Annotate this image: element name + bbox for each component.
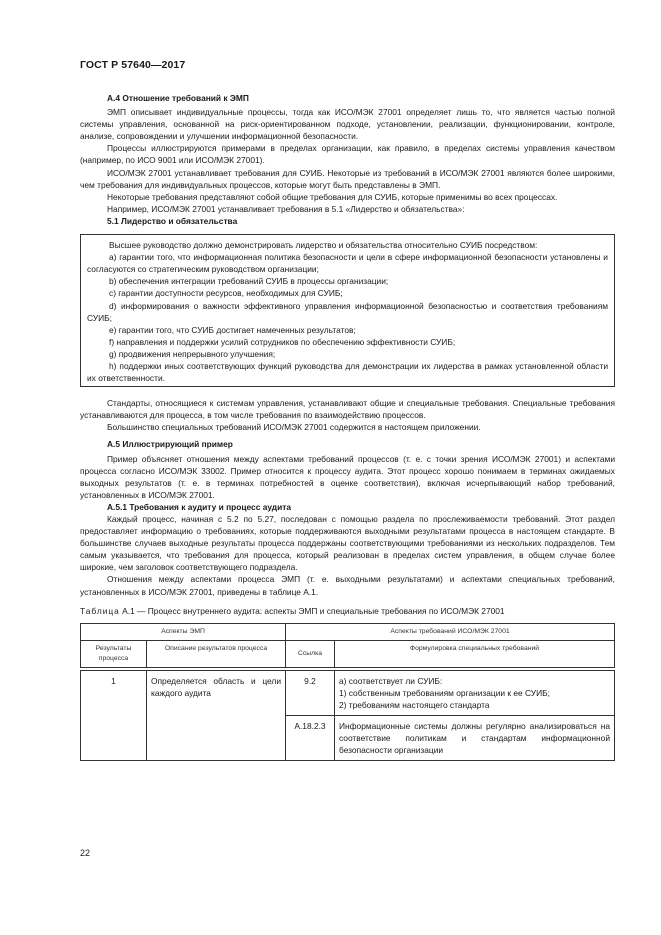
table-header-row	[81, 640, 615, 667]
paragraph: Каждый процесс, начиная с 5.2 по 5.27, последован с помощью раздела по прослеживаемости требований. Этот раздел предоставляет информацию о требованиях, которые поддерживаются выходными результатами процесса в настоящем стандарте. В большинстве случаев выходные результаты процесса поддержаны соответствующими требованиями из нескольких подразделов. Тем самым указывается, что требования для процесса, который реализован в пределах систем управления, в общем случае более широкие, чем заголовок соответствующего подраздела.	[80, 514, 615, 573]
cell-reference: А.18.2.3	[286, 716, 335, 761]
box-item: f) направления и поддержки усилий сотрудников по обеспечению эффективности СУИБ;	[109, 336, 456, 347]
paragraph: Процессы иллюстрируются примерами в пределах организации, как правило, в пределах системы управления качеством (например, по ИСО 9001 или ИСО/МЭК 27001).	[80, 143, 615, 166]
paragraph: ЭМП описывает индивидуальные процессы, тогда как ИСО/МЭК 27001 определяет лишь то, что является частью полной системы управления, основанной на риск-ориентированном подходе, установлении, реализации, функционировании, контроле, анализе, сопровождении и улучшении информационной безопасности.	[80, 107, 615, 142]
paragraph: Пример объясняет отношения между аспектами требований процессов (т. е. с точки зрения ИСО/МЭК 27001) и аспектами процесса согласно ИСО/МЭК 33002. Пример относится к процессу аудита. Этот процесс хорошо понимаем в терминах ожидаемых выходных результатов (т. е. в терминах потребностей в оценке соответствия), включая исчерпывающий набор требований, установленных в ИСО/МЭК 27001.	[80, 453, 615, 500]
paragraph: Например, ИСО/МЭК 27001 устанавливает требования в 5.1 «Лидерство и обязательства»:	[107, 203, 465, 214]
column-header-reference: Ссылка	[286, 640, 335, 667]
box-item: g) продвижения непрерывного улучшения;	[109, 348, 276, 359]
paragraph: Некоторые требования представляют собой общие требования для СУИБ, которые применимы во всех процессах.	[107, 191, 558, 202]
table-caption	[80, 605, 615, 617]
paragraph: Стандарты, относящиеся к системам управления, устанавливают общие и специальные требования. Специальные требования устанавливаются для процесса, в том числе требования по взаимодействию процессов.	[80, 398, 615, 421]
requirement-line: 1) собственным требованиям организации к ее СУИБ;	[339, 687, 550, 698]
page-content	[80, 88, 615, 761]
cell-requirement	[335, 670, 615, 715]
requirement-line: 2) требованиям настоящего стандарта	[339, 699, 490, 710]
table-row	[81, 670, 615, 715]
table-caption-text: А.1 — Процесс внутреннего аудита: аспекты ЭМП и специальные требования по ИСО/МЭК 27001	[119, 605, 505, 616]
cell-result-number: 1	[81, 670, 147, 761]
paragraph: ИСО/МЭК 27001 устанавливает требования для СУИБ. Некоторые из требований в ИСО/МЭК 27001 являются более широкими, чем требования для индивидуальных процессов, которые могут быть представлены в ЭМП.	[80, 167, 615, 190]
box-item: h) поддержки иных соответствующих функций руководства для демонстрации их лидерства в рамках установленной области их ответственности.	[87, 360, 608, 384]
document-header: ГОСТ Р 57640—2017	[80, 59, 186, 71]
box-item: b) обеспечения интеграции требований СУИБ в процессы организации;	[109, 276, 389, 287]
cell-requirement: Информационные системы должны регулярно анализироваться на соответствие политикам и стандартам информационной безопасности организации	[335, 716, 615, 761]
section-a4-heading: А.4 Отношение требований к ЭМП	[107, 93, 249, 103]
group-header-emp: Аспекты ЭМП	[81, 623, 286, 640]
subsection-heading: 5.1 Лидерство и обязательства	[107, 215, 238, 226]
table-a1	[80, 623, 615, 762]
paragraph: Большинство специальных требований ИСО/МЭК 27001 содержится в настоящем приложении.	[107, 422, 481, 433]
box-item: с) гарантии доступности ресурсов, необходимых для СУИБ;	[109, 288, 343, 299]
column-header-results: Результаты процесса	[81, 640, 147, 667]
box-item: а) гарантии того, что информационная политика безопасности и цели в сфере информационной безопасности установлены и согласуются со стратегическим руководством организации;	[87, 252, 608, 275]
table-caption-prefix: Таблица	[80, 605, 120, 616]
column-header-requirements: Формулировка специальных требований	[335, 640, 615, 667]
cell-result-description: Определяется область и цели каждого аудита	[147, 670, 286, 761]
table-group-header-row	[81, 623, 615, 640]
page-number: 22	[80, 848, 91, 858]
group-header-iso: Аспекты требований ИСО/МЭК 27001	[286, 623, 615, 640]
box-item: е) гарантии того, что СУИБ достигает намеченных результатов;	[109, 324, 356, 335]
column-header-description: Описание результатов процесса	[147, 640, 286, 667]
box-intro: Высшее руководство должно демонстрировать лидерство и обязательства относительно СУИБ посредством:	[109, 240, 538, 251]
box-item: d) информирования о важности эффективного управления информационной безопасностью и соответствия требованиям СУИБ;	[87, 300, 608, 323]
cell-reference: 9.2	[286, 670, 335, 715]
section-a5-heading: А.5 Иллюстрирующий пример	[107, 439, 233, 450]
subsection-heading: А.5.1 Требования к аудиту и процесс аудита	[107, 501, 292, 512]
paragraph: Отношения между аспектами процесса ЭМП (т. е. выходными результатами) и аспектами специальных требований, установленных в ИСО/МЭК 27001, приведены в таблице А.1.	[80, 574, 615, 597]
quoted-requirements-box	[80, 234, 615, 387]
requirement-line: а) соответствует ли СУИБ:	[339, 675, 443, 686]
